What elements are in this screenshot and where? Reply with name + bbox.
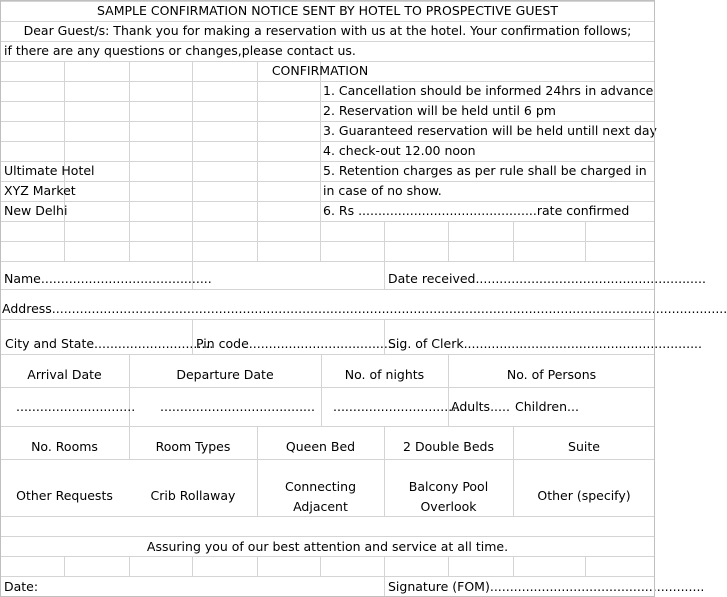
- date-received-field: Date received..........................................................: [388, 271, 706, 286]
- term-1: 1. Cancellation should be informed 24hrs in advance: [323, 83, 654, 98]
- children-value: Children...: [515, 399, 579, 414]
- other-requests-label: Other Requests: [16, 488, 113, 503]
- nights-value: .................................: [333, 399, 465, 414]
- greeting-line-1: Dear Guest/s: Thank you for making a reservation with us at the hotel. Your confirmation follows;: [23, 23, 632, 38]
- arrival-date-value: ..............................: [16, 399, 136, 414]
- departure-date-label: Departure Date: [176, 367, 274, 382]
- double-beds-label: 2 Double Beds: [403, 439, 494, 454]
- address-field: Address..........................................................................................................................................................................: [2, 301, 727, 316]
- term-2: 2. Reservation will be held until 6 pm: [323, 103, 556, 118]
- persons-label: No. of Persons: [506, 367, 597, 382]
- term-6: 6. Rs .............................................rate confirmed: [323, 203, 630, 218]
- suite-label: Suite: [568, 439, 600, 454]
- room-types-label: Room Types: [155, 439, 231, 454]
- term-5: 5. Retention charges as per rule shall be charged in: [323, 163, 647, 178]
- overlook-label: Overlook: [420, 499, 477, 514]
- term-4: 4. check-out 12.00 noon: [323, 143, 476, 158]
- date-footer: Date:: [4, 579, 39, 594]
- hotel-name: Ultimate Hotel: [4, 163, 95, 178]
- clerk-signature-field: Sig. of Clerk............................................................: [388, 336, 702, 351]
- hotel-city: New Delhi: [4, 203, 68, 218]
- term-3: 3. Guaranteed reservation will be held untill next day: [323, 123, 657, 138]
- connecting-label: Connecting: [284, 479, 356, 494]
- term-5-continued: in case of no show.: [323, 183, 442, 198]
- adjacent-label: Adjacent: [293, 499, 348, 514]
- greeting-line-2: if there are any questions or changes,please contact us.: [4, 43, 356, 58]
- notice-title: SAMPLE CONFIRMATION NOTICE SENT BY HOTEL TO PROSPECTIVE GUEST: [97, 3, 558, 18]
- balcony-pool-label: Balcony Pool: [408, 479, 489, 494]
- fom-signature-field: Signature (FOM)......................................................: [388, 579, 705, 594]
- no-rooms-label: No. Rooms: [31, 439, 98, 454]
- departure-date-value: .......................................: [160, 399, 315, 414]
- arrival-date-label: Arrival Date: [27, 367, 102, 382]
- pin-code-field: Pin code.......................................: [196, 336, 404, 351]
- queen-bed-label: Queen Bed: [285, 439, 356, 454]
- closing-line: Assuring you of our best attention and service at all time.: [146, 539, 509, 554]
- name-field: Name...........................................: [4, 271, 212, 286]
- city-state-field: City and State..............................: [5, 336, 214, 351]
- nights-label: No. of nights: [344, 367, 425, 382]
- adults-value: Adults.....: [451, 399, 510, 414]
- hotel-street: XYZ Market: [4, 183, 76, 198]
- other-specify-label: Other (specify): [537, 488, 631, 503]
- crib-rollaway-label: Crib Rollaway: [150, 488, 236, 503]
- confirmation-heading: CONFIRMATION: [271, 63, 369, 78]
